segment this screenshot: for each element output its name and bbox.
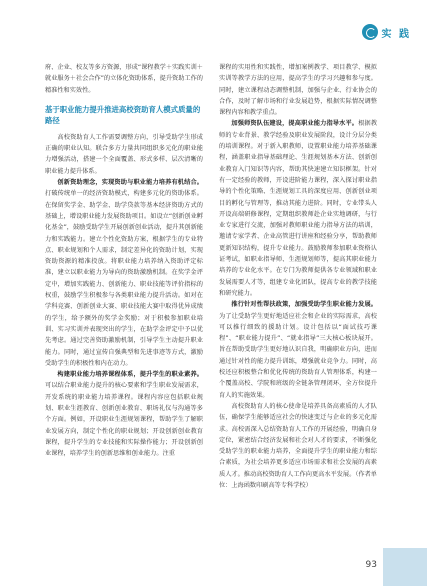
paragraph-text: 可以结合职业能力提升的核心要素和学生职业发展需求，开发系统的职业能力培养课程。课程内容应包括职业规划、职业生涯教育、创新创业教育、职场礼仪与沟通等多个方面。例如，开设职业生涯规划课程，帮助学生了解职业发展方向，制定个性化的职业规划；开设创新创业教育课程，提升学生的专业技能和实际操作能力；开设创新创业课程，培养学生的创新思维和创业能力。注重 bbox=[45, 382, 203, 458]
page-number: 93 bbox=[365, 560, 377, 570]
paragraph: 高校资助育人的核心使命是培养具备高素质的人才队伍，确保学生能够适应社会的快速变迁与企业的多元化需求。高校需深入总结资助育人工作的开展经验，明确自身定位，紧密结合经济发展和社会对人才的要求，不断强化受助学生的职业能力培养，全面提升学生的职业能力和综合素质，为社会培养更多适应市场需求和社会发展的高素质人才。推动高校资助育人工作向更高水平发展。（作者单位：上海函数印刷高等专科学校） bbox=[219, 402, 377, 489]
paragraph-text: 为了让受助学生更好地适应社会和企业的实际需求，高校可以推行细致的援助计划。设计包括以“面试技巧课程”、“职业能力提升”、“就业指导”三大核心板块展开。旨在帮助受助学生更好地认识自我，明确职业方向，进而通过针对性的能力提升训练，增强就业竞争力。同时，高校还应积极整合和优化传统的资助育人管理体系，构建一个覆盖高校、学院和班级的全链条管理闭环，全方位提升育人的实施效果。 bbox=[219, 312, 377, 399]
section-badge-icon bbox=[362, 24, 378, 40]
paragraph-heading: 构建职业能力培养课程体系，提升学生的职业素养。 bbox=[57, 371, 203, 379]
paragraph: 课程的实用性和实践性，增加案例教学、项目教学、模拟实训等教学方法的应用，提高学生的学习兴趣和参与度。同时，建立课程动态调整机制，加强与企业、行业协会的合作，及时了解市场和行业发展趋势，根据实际情况调整课程内容和教学重点。 bbox=[219, 64, 377, 117]
paragraph bbox=[219, 118, 377, 299]
section-title: 基于职业能力提升推进高校资助育人模式质量的路径 bbox=[45, 104, 201, 125]
paragraph: 府、企业、校友等多方资源，形成“课程教学＋实践实训＋就业服务＋社会合作”的立体化资助体系，提升资助工作的精准性和实效性。 bbox=[45, 64, 203, 94]
paragraph-heading: 推行针对性帮扶政策，加强受助学生职业能力发展。 bbox=[231, 301, 377, 309]
section-header bbox=[362, 24, 411, 40]
right-column bbox=[219, 62, 377, 491]
paragraph: 高校资助育人工作需要调整方向，引导受助学生形成正确的职业认知。联合多方力量共同组织多元化的职业能力增强活动，搭建一个全面覆盖、形式多样、层次清晰的职业能力提升体系。 bbox=[45, 133, 203, 175]
paragraph-text: 根据教师的专业背景、教学经验及职业发展阶段，设计分层分类的培训课程。对于新入职教师，设置职业能力培养基础课程，涵盖职业指导基础理论、生涯规划基本方法、创新创业教育入门知识等内容，帮助其快速建立知识框架。针对有一定经验的教师，开设进阶能力课程，深入探讨职业指导的个性化策略、生涯规划工具的深度应用、创新创业项目的孵化与管理等，推动其能力进阶。同时，专业带头人开设高端研修课程，定期组织教师赴企业实地调研，与行业专家进行交流，加强对教师职业能力指导方法的培训，邀请专家学者、企业高管进行讲座和经验分享，帮助教师更新知识结构，提升专业能力。鼓励教师参加职业资格认证考试，如职业指导师、生涯规划师等，提高其职业能力培养的专业化水平。在专门为教师提供各专业领域和职业发展需要人才等，组建专业化团队，提高专业的教学技能和研究能力。 bbox=[219, 120, 378, 297]
paragraph-text: 打破传统单一的经济资助模式，构建多元化的资助体系。在保留奖学金、助学金、助学贷款等基本经济资助方式的基础上，增设职业能力发展资助项目。如设立“创新创业孵化基金”，鼓励受助学生开展创新创业活动，提升其创新能力和实践能力。建立个性化资助方案，根据学生的专业特点、职业规划和个人需求，制定差异化的资助计划，实现资助资源的精准投放。将职业能力培养纳入资助评定标准，建立以职业能力为导向的资助激励机制。在奖学金评定中，增加实践能力、创新能力、职业技能等评价指标的权重，鼓励学生积极参与各类职业能力提升活动。如对在学科竞赛、创新创业大赛、职业技能大赛中取得优异成绩的学生，给予额外的奖学金奖励；对于积极参加职业培训、实习实训并表现突出的学生，在助学金评定中予以优先考虑。通过完善资助激励机制，引导学生主动提升职业能力。同时，通过宣传自强典型和先进事迹等方式，激励受助学生的积极性和内在动力。 bbox=[45, 190, 203, 367]
paragraph-heading: 创新资助理念，实现资助与职业能力培养有机结合。 bbox=[57, 179, 203, 187]
paragraph bbox=[45, 369, 203, 459]
paragraph bbox=[45, 177, 203, 369]
page-number-bar bbox=[383, 548, 427, 586]
paragraph bbox=[219, 299, 377, 401]
paragraph-heading: 加强师资队伍建设，提高职业能力指导水平。 bbox=[231, 120, 359, 128]
article-body bbox=[45, 62, 377, 491]
section-label: 实 践 bbox=[381, 28, 411, 40]
left-column bbox=[45, 62, 203, 491]
